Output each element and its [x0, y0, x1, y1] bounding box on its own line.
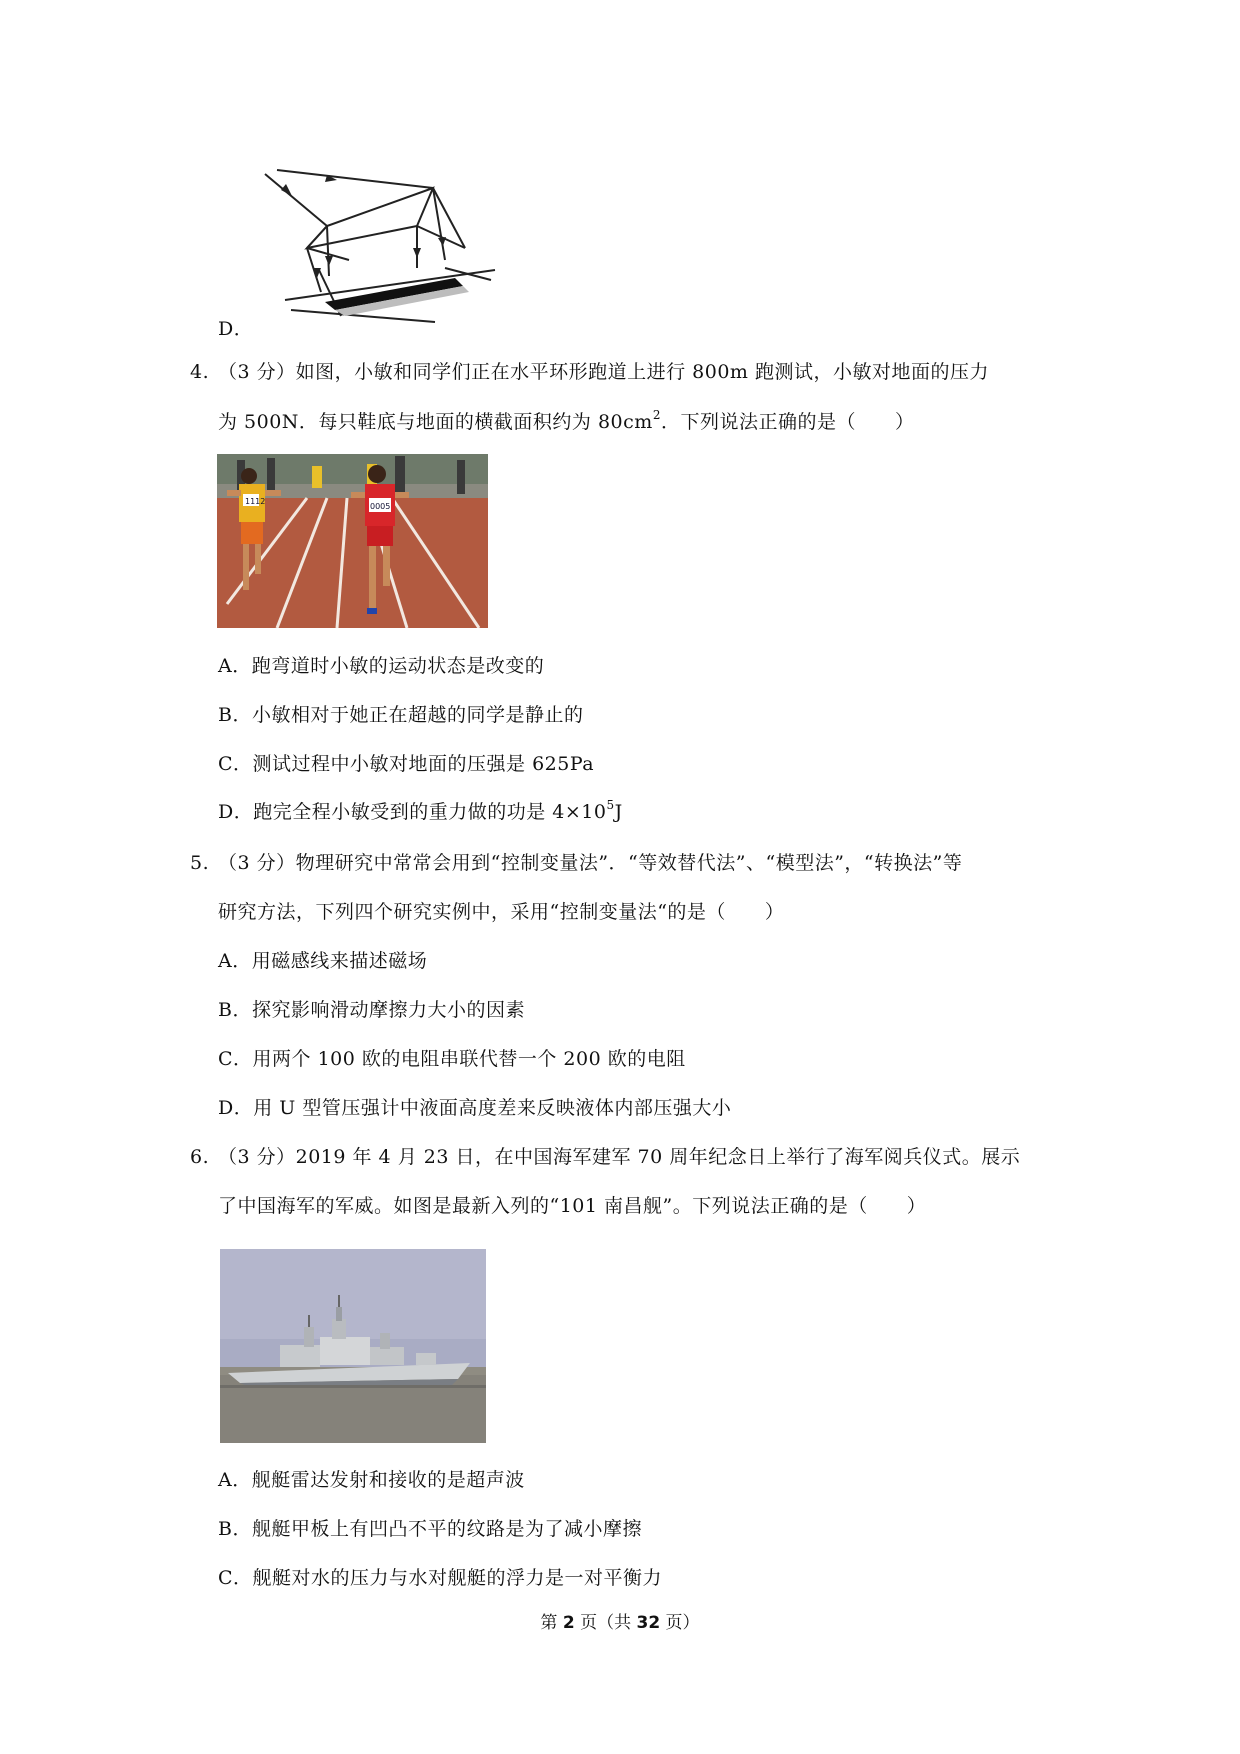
total-pages: 32	[636, 1613, 661, 1633]
question-6-option-b: B．舰艇甲板上有凹凸不平的纹路是为了减小摩擦	[218, 1518, 642, 1540]
question-4-option-d: D．跑完全程小敏受到的重力做的功是 $4\times 10^5J$	[218, 797, 623, 823]
right-runner-bib: 0005	[370, 502, 391, 511]
question-4-option-b: B．小敏相对于她正在超越的同学是静止的	[218, 704, 584, 726]
question-5-option-a: A．用磁感线来描述磁场	[218, 950, 428, 972]
prism-diagram	[255, 160, 515, 330]
question-6-stem-line1: （3 分）2019 年 4 月 23 日，在中国海军建军 70 周年纪念日上举行了海军阅兵仪式。展示	[218, 1146, 1021, 1168]
left-runner-bib: 1112	[245, 497, 266, 506]
question-4-option-a: A．跑弯道时小敏的运动状态是改变的	[218, 655, 545, 677]
question-4-number: 4.	[190, 361, 210, 383]
question-5-stem-line2: 研究方法，下列四个研究实例中，采用“控制变量法“的是（ ）	[218, 901, 785, 923]
question-4-stem-line1: （3 分）如图，小敏和同学们正在水平环形跑道上进行 800m 跑测试，小敏对地面的压力	[218, 361, 989, 383]
question-6-number: 6.	[190, 1146, 210, 1168]
question-4-option-c: C．测试过程中小敏对地面的压强是 625Pa	[218, 753, 595, 775]
question-6-stem-line2: 了中国海军的军威。如图是最新入列的“101 南昌舰”。下列说法正确的是（ ）	[218, 1195, 927, 1217]
page-footer: 第 2 页（共 32 页）	[540, 1613, 700, 1633]
question-5-option-c: C．用两个 100 欧的电阻串联代替一个 200 欧的电阻	[218, 1048, 686, 1070]
question-5-option-b: B．探究影响滑动摩擦力大小的因素	[218, 999, 525, 1021]
running-track-photo	[217, 454, 488, 628]
question-4-stem-line2: 为 500N．每只鞋底与地面的横截面积约为 $80cm^2$．下列说法正确的是（ ）	[218, 407, 915, 433]
page-number: 2	[562, 1613, 575, 1633]
question-5-number: 5.	[190, 852, 210, 874]
option-d-label: D．	[218, 318, 254, 340]
question-6-option-c: C．舰艇对水的压力与水对舰艇的浮力是一对平衡力	[218, 1567, 663, 1589]
question-6-option-a: A．舰艇雷达发射和接收的是超声波	[218, 1469, 525, 1491]
question-5-option-d: D．用 U 型管压强计中液面高度差来反映液体内部压强大小	[218, 1097, 732, 1119]
warship-photo	[220, 1249, 486, 1443]
question-5-stem-line1: （3 分）物理研究中常常会用到“控制变量法”．“等效替代法”、“模型法”，“转换法”等	[218, 852, 963, 874]
